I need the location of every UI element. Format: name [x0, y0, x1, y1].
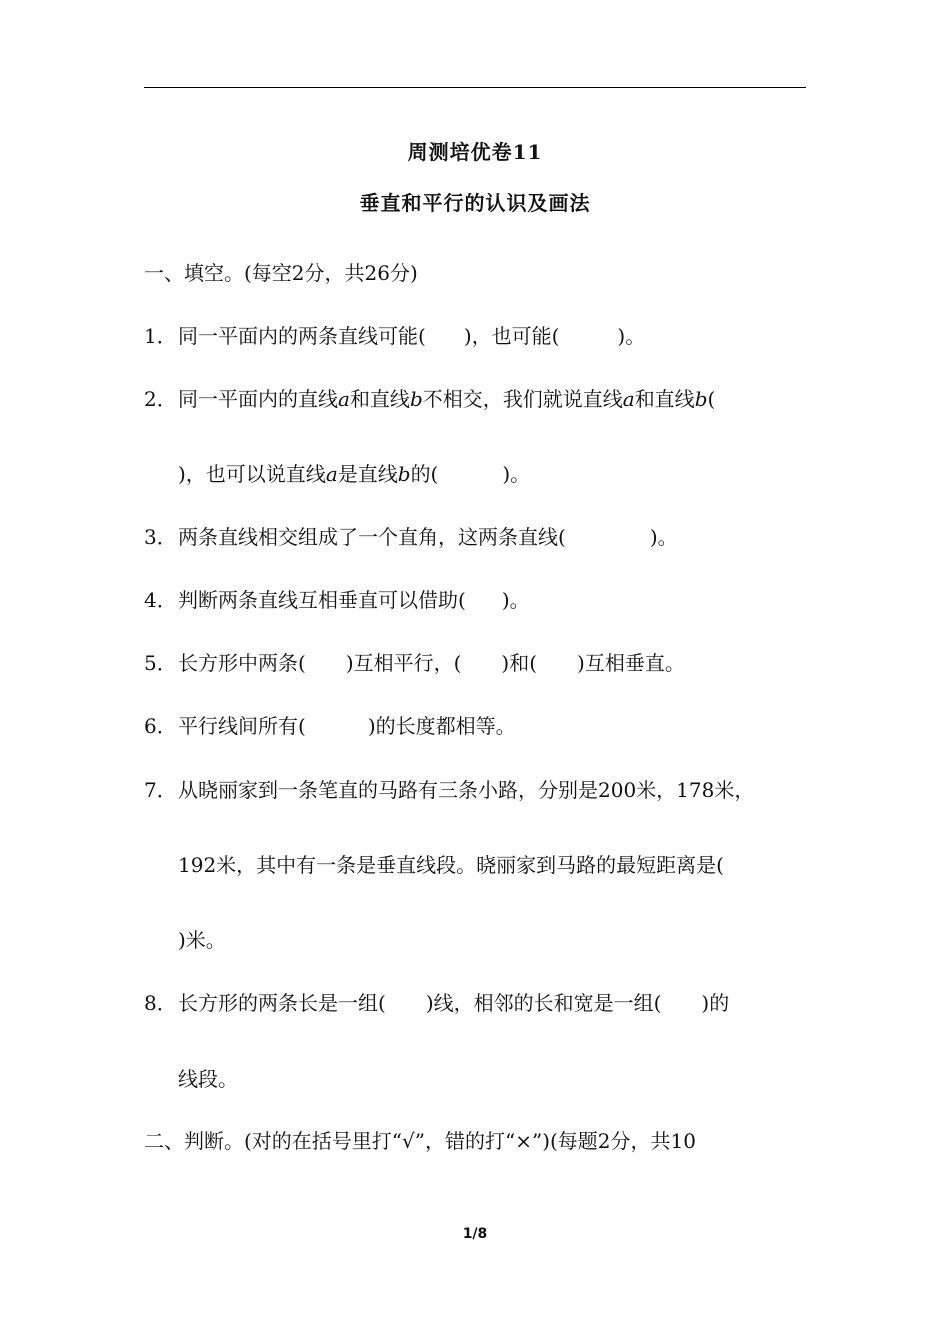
- question-number: 4．: [144, 588, 177, 612]
- question-5: 5．长方形中两条( )互相平行，( )和( )互相垂直。: [144, 651, 685, 675]
- question-8-line-2: 线段。: [178, 1067, 238, 1091]
- question-1: 1．同一平面内的两条直线可能( )，也可能( )。: [144, 324, 646, 348]
- page-title: 周测培优卷11: [407, 140, 543, 164]
- page-number: 1/8: [462, 1226, 488, 1242]
- question-8: 8．长方形的两条长是一组( )线，相邻的长和宽是一组( )的: [144, 991, 730, 1015]
- question-4: 4．判断两条直线互相垂直可以借助( )。: [144, 588, 530, 612]
- question-number: 1．: [144, 324, 177, 348]
- question-7: 7．从晓丽家到一条笔直的马路有三条小路，分别是200米，178米，: [144, 778, 755, 802]
- header-rule: [144, 87, 806, 88]
- section-1-heading: 一、填空。(每空2分，共26分): [144, 261, 418, 285]
- page-subtitle: 垂直和平行的认识及画法: [359, 191, 591, 215]
- question-3: 3．两条直线相交组成了一个直角，这两条直线( )。: [144, 525, 678, 549]
- question-number: 2．: [144, 387, 177, 411]
- question-number: 7．: [144, 778, 177, 802]
- question-number: 5．: [144, 651, 177, 675]
- question-7-line-3: )米。: [178, 928, 226, 952]
- question-2: 2．同一平面内的直线a和直线b不相交，我们就说直线a和直线b(: [144, 387, 716, 411]
- section-2-heading: 二、判断。(对的在括号里打“√”，错的打“×”)(每题2分，共10: [144, 1129, 696, 1153]
- question-6: 6．平行线间所有( )的长度都相等。: [144, 714, 516, 738]
- question-number: 6．: [144, 714, 177, 738]
- question-number: 3．: [144, 525, 177, 549]
- question-2-continued: )，也可以说直线a是直线b的( )。: [178, 462, 531, 486]
- question-7-line-2: 192米，其中有一条是垂直线段。晓丽家到马路的最短距离是(: [178, 853, 724, 877]
- question-number: 8．: [144, 991, 177, 1015]
